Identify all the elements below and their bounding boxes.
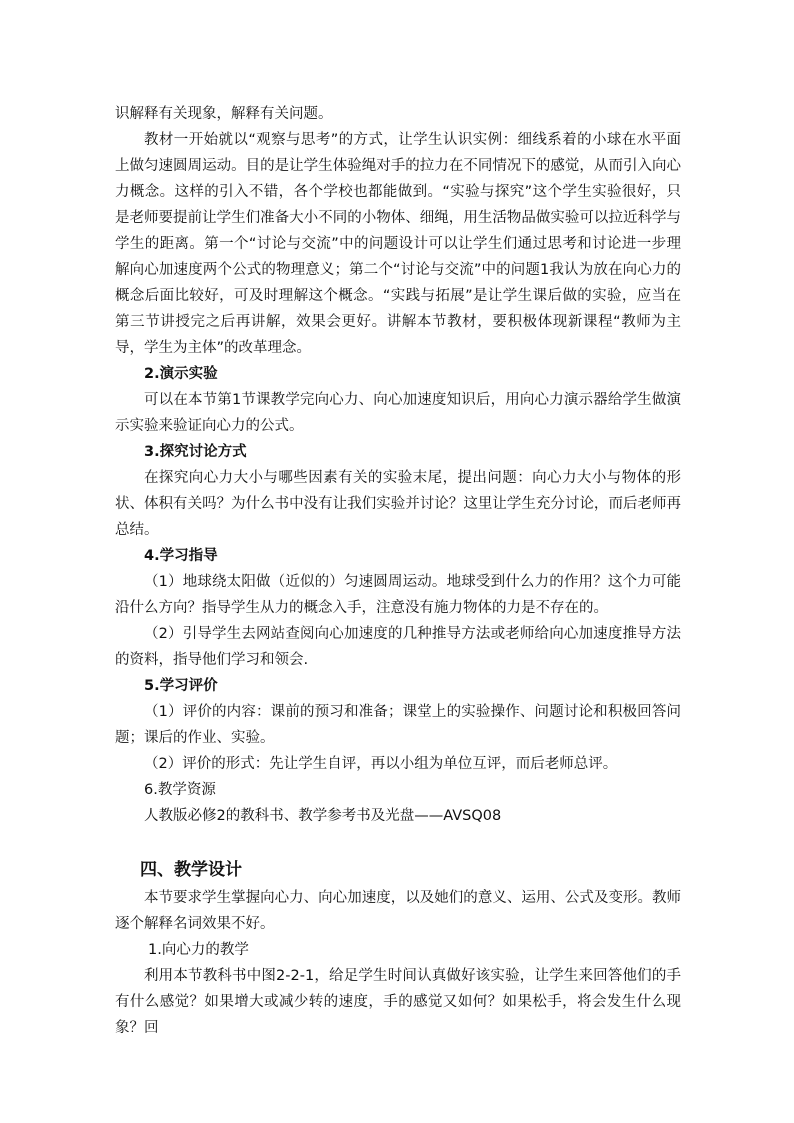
- paragraph-teaching-resources: 人教版必修2的教科书、教学参考书及光盘——AVSQ08: [144, 808, 502, 824]
- paragraph-teaching-design: 本节要求学生掌握向心力、向心加速度，以及她们的意义、运用、公式及变形。教师逐个解释名词效果不好。: [115, 890, 681, 932]
- paragraph-guidance-2: （2）引导学生去网站查阅向心加速度的几种推导方法或老师给向心加速度推导方法的资料，指导他们学习和领会.: [115, 626, 681, 668]
- heading-learning-guidance: 4.学习指导: [144, 548, 218, 564]
- paragraph-continued: 识解释有关现象，解释有关问题。: [115, 106, 333, 122]
- paragraph-textbook-intro: 教材一开始就以“观察与思考”的方式，让学生认识实例：细线系着的小球在水平面上做匀速圆周运动。目的是让学生体验绳对手的拉力在不同情况下的感觉，从而引入向心力概念。这样的引入不错，各个学校也都能做到。“实验与探究”这个学生实验很好，只是老师要提前让学生们准备大小不同的小物体、细绳，用生活物品做实验可以拉近科学与学生的距离。第一个“讨论与交流”中的问题设计可以让学生们通过思考和讨论进一步理解向心加速度两个公式的物理意义；第二个“讨论与交流”中的问题1我认为放在向心力的概念后面比较好，可及时理解这个概念。“实践与拓展”是让学生课后做的实验，应当在第三节讲授完之后再讲解，效果会更好。讲解本节教材，要积极体现新课程“教师为主导，学生为主体”的改革理念。: [115, 132, 681, 356]
- heading-learning-evaluation: 5.学习评价: [144, 678, 218, 694]
- paragraph-guidance-1: （1）地球绕太阳做（近似的）匀速圆周运动。地球受到什么力的作用？这个力可能沿什么方向？指导学生从力的概念入手，注意没有施力物体的力是不存在的。: [115, 574, 681, 616]
- paragraph-evaluation-2: （2）评价的形式：先让学生自评，再以小组为单位互评，而后老师总评。: [144, 756, 618, 772]
- spacer: [115, 829, 681, 855]
- paragraph-discussion-method: 在探究向心力大小与哪些因素有关的实验末尾，提出问题：向心力大小与物体的形状、体积有关吗？为什么书中没有让我们实验并讨论？这里让学生充分讨论，而后老师再总结。: [115, 470, 681, 538]
- document-body: [115, 101, 681, 1041]
- section-title-teaching-design: 四、教学设计: [140, 860, 242, 880]
- paragraph-evaluation-1: （1）评价的内容：课前的预习和准备；课堂上的实验操作、问题讨论和积极回答问题；课后的作业、实验。: [115, 704, 681, 746]
- paragraph-demo-experiment: 可以在本节第1节课教学完向心力、向心加速度知识后，用向心力演示器给学生做演示实验来验证向心力的公式。: [115, 392, 681, 434]
- heading-discussion-method: 3.探究讨论方式: [144, 444, 247, 460]
- paragraph-centripetal-force-teaching: 利用本节教科书中图2-2-1，给足学生时间认真做好该实验，让学生来回答他们的手有什么感觉？如果增大或减少转的速度，手的感觉又如何？如果松手，将会发生什么现象？回: [115, 968, 681, 1036]
- heading-teaching-resources: 6.教学资源: [144, 782, 216, 798]
- heading-centripetal-force-teaching: 1.向心力的教学: [148, 942, 249, 958]
- heading-demo-experiment: 2.演示实验: [144, 366, 218, 382]
